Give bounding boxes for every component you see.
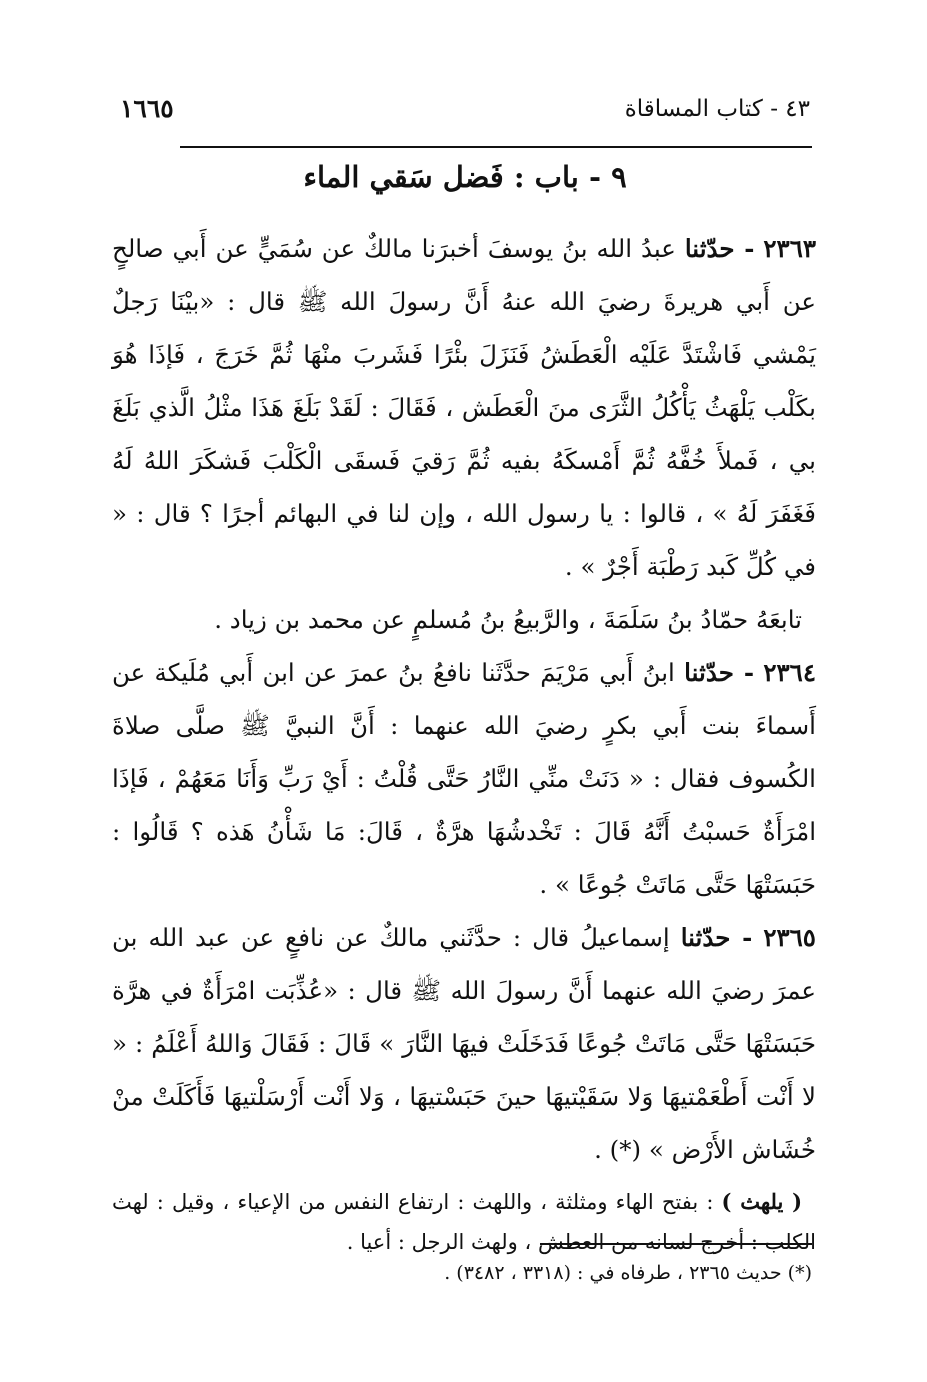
- running-header: [120, 92, 810, 132]
- hadith-2365: [112, 911, 816, 1176]
- gloss-term: ( يلهث ): [721, 1189, 803, 1214]
- hadith-text: ابنُ أَبي مَرْيَمَ حدَّثَنا نافعُ بنُ عمرَ عن ابن أَبي مُلَيكة عن أَسماءَ بنت أَبي بكرٍ رضيَ الله عنهما : أَنَّ النبيَّ ﷺ صلَّى صلاةَ الكُسوف فقال : « دَنَتْ منِّي النَّارُ حَتَّى قُلْتُ : أَيْ رَبِّ وَأَنَا مَعَهُمْ ، فَإذَا امْرَأَةٌ حَسبْتُ أَنَّهُ قَالَ : تَخْدشُهَا هرَّةٌ ، قَالَ: مَا شَأْنُ هَذه ؟ قَالُوا : حَبَسَتْهَا حَتَّى مَاتَتْ جُوعًا » .: [112, 658, 816, 899]
- header-rule: [180, 146, 812, 148]
- gloss-text: : بفتح الهاء ومثلثة ، واللهث : ارتفاع النفس من الإعياء ، وقيل : لهث الكلب : أخرج لسانه من العطش ، ولهث الرجل : أعيا .: [112, 1190, 816, 1254]
- word-gloss: [112, 1182, 816, 1262]
- hadith-intro: - حدّثنا: [680, 923, 753, 952]
- hadith-intro: - حدّثنا: [684, 658, 755, 687]
- mutaba-note: تابعَهُ حمّادُ بنُ سَلَمَةَ ، والرَّبيعُ بنُ مُسلمٍ عن محمد بن زياد .: [214, 605, 802, 634]
- hadith-2363: [112, 222, 816, 593]
- footnote-rule: [540, 1243, 812, 1245]
- hadith-intro: - حدّثنا: [684, 234, 755, 263]
- hadith-2364: [112, 646, 816, 911]
- body-text: [112, 222, 816, 1262]
- book-chapter-title: ٤٣ - كتاب المساقاة: [624, 96, 810, 122]
- page-number: ١٦٦٥: [120, 94, 174, 123]
- hadith-text: عبدُ الله بنُ يوسفَ أخبرَنا مالكٌ عن سُمَيٍّ عن أَبي صالحٍ عن أَبي هريرةَ رضيَ الله عنهُ أَنَّ رسولَ الله ﷺ قال : «بيْنَا رَجلٌ يَمْشي فَاشْتَدَّ عَلَيْه الْعَطَشُ فَنَزَلَ بئْرًا فَشَربَ منْهَا ثُمَّ خَرَجَ ، فَإذَا هُوَ بكَلْب يَلْهَثُ يَأْكُلُ الثَّرَى منَ الْعَطَش ، فَقَالَ : لَقَدْ بَلَغَ هَذَا مثْلُ الَّذي بَلَغَ بي ، فَملأَ خُفَّهُ ثُمَّ أَمْسكَهُ بفيه ثُمَّ رَقيَ فَسقَى الْكَلْبَ فَشكَرَ اللهُ لَهُ فَغَفَرَ لَهُ » ، قالوا : يا رسول الله ، وإن لنا في البهائم أجرًا ؟ قال : « في كُلِّ كَبد رَطْبَة أَجْرٌ » .: [112, 234, 816, 581]
- hadith-number: ٢٣٦٥: [763, 923, 816, 952]
- hadith-number: ٢٣٦٣: [763, 234, 817, 263]
- footnote: (*) حديث ٢٣٦٥ ، طرفاه في : (٣٣١٨ ، ٣٤٨٢) .: [444, 1262, 812, 1284]
- chapter-heading: ٩ - باب : فَضل سَقي الماء: [303, 160, 627, 194]
- hadith-text: إسماعيلُ قال : حدَّثَني مالكٌ عن نافعٍ عن عبد الله بن عمرَ رضيَ الله عنهما أَنَّ رسولَ الله ﷺ قال : «عُذِّبَت امْرَأَةٌ في هرَّة حَبَسَتْهَا حَتَّى مَاتَتْ جُوعًا فَدَخَلَتْ فيهَا النَّارَ » قَالَ : فَقَالَ وَاللهُ أَعْلَمُ : « لا أَنْت أَطْعَمْتيهَا وَلا سَقَيْتيهَا حينَ حَبَسْتيهَا ، وَلا أَنْت أَرْسَلْتيهَا فَأَكَلَتْ منْ خُشَاش الأَرْض » (*) .: [112, 923, 816, 1164]
- hadith-number: ٢٣٦٤: [763, 658, 816, 687]
